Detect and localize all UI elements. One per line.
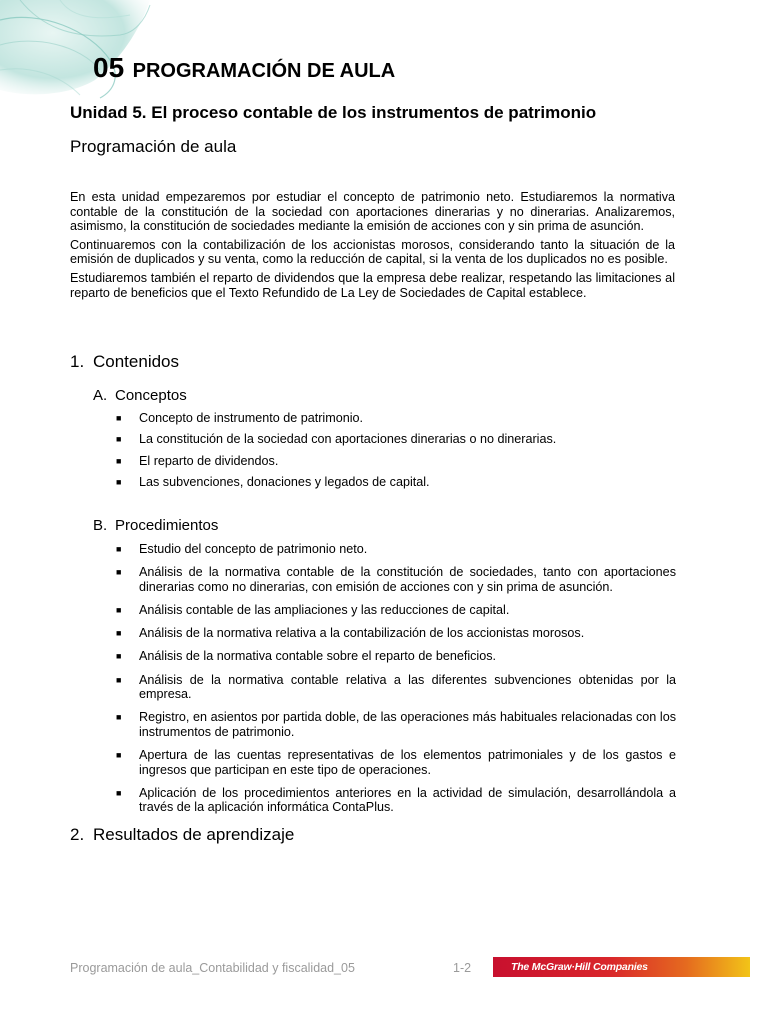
list-item: ■ Apertura de las cuentas representativas de los elementos patrimoniales y de los gastos e ingresos que participan en este tipo de operaciones. [116,748,676,777]
section-title: Resultados de aprendizaje [93,825,295,844]
list-item: ■ Análisis de la normativa contable sobre el reparto de beneficios. [116,649,497,664]
page-number: 1-2 [453,961,472,975]
bullet-icon: ■ [116,628,122,639]
bullet-icon: ■ [116,544,122,554]
list-item: ■ Las subvenciones, donaciones y legados de capital. [116,475,430,490]
list-item: ■ El reparto de dividendos. [116,453,279,468]
chapter-header [93,52,395,84]
list-item: ■ Concepto de instrumento de patrimonio. [116,411,364,425]
intro-paragraph: Estudiaremos también el reparto de dividendos que la empresa debe realizar, respetando las limitaciones al reparto de beneficios que el Texto Refundido de La Ley de Sociedades de Capital establece. [70,270,675,300]
section-title: Contenidos [93,352,180,371]
list-item: ■ Análisis contable de las ampliaciones y las reducciones de capital. [116,602,510,617]
page-subtitle: Programación de aula [70,137,237,156]
list-item: ■ Registro, en asientos por partida doble, de las operaciones más habituales relacionadas con los instrumentos de patrimonio. [116,710,676,739]
section-number: 1. [70,352,85,371]
list-item: ■ Análisis de la normativa contable de la constitución de sociedades, tanto con aportaciones dinerarias como no dinerarias, con emisión de acciones con y sin prima de asunción. [116,565,676,594]
list-item: ■ Análisis de la normativa relativa a la contabilización de los accionistas morosos. [116,626,585,641]
bullet-icon: ■ [116,651,122,662]
bullet-icon: ■ [116,712,122,723]
concepts-list [115,411,676,497]
bullet-icon: ■ [116,434,122,445]
intro-paragraph: Continuaremos con la contabilización de los accionistas morosos, considerando tanto la situación de la emisión de duplicados y su venta, como la reducción de capital, si la venta de los duplicados no es posible. [70,237,675,267]
page-footer [0,955,768,985]
decorative-swirl-graphic [0,0,160,100]
chapter-number: 05 [93,52,125,83]
bullet-icon: ■ [116,567,122,578]
publisher-logo-bar [493,957,750,977]
subsection-heading-conceptos [93,387,187,404]
list-item: ■ Estudio del concepto de patrimonio neto. [116,542,368,556]
list-item: ■ Aplicación de los procedimientos anteriores en la actividad de simulación, desarrollándola a través de la aplicación informática ContaPlus. [116,785,676,815]
unit-title: Unidad 5. El proceso contable de los instrumentos de patrimonio [70,103,597,122]
bullet-icon: ■ [116,674,122,685]
bullet-icon: ■ [116,477,122,488]
bullet-icon: ■ [116,604,122,615]
publisher-logo-text: The McGraw·Hill Companies [511,961,648,973]
subsection-title: Conceptos [115,387,187,404]
procedures-list [115,542,676,824]
chapter-title: PROGRAMACIÓN DE AULA [132,60,396,82]
footer-document-name: Programación de aula_Contabilidad y fiscalidad_05 [70,961,355,975]
bullet-icon: ■ [116,455,122,466]
list-item: ■ La constitución de la sociedad con aportaciones dinerarias o no dinerarias. [116,432,557,447]
section-number: 2. [70,825,85,844]
list-item: ■ Análisis de la normativa contable relativa a las diferentes subvenciones obtenidas por la empresa. [116,672,676,702]
bullet-icon: ■ [116,750,122,761]
section-heading-contenidos [70,352,179,372]
subsection-title: Procedimientos [115,517,219,534]
intro-text [70,190,675,304]
section-heading-resultados [70,825,294,845]
subsection-heading-procedimientos [93,517,218,534]
intro-paragraph: En esta unidad empezaremos por estudiar el concepto de patrimonio neto. Estudiaremos la normativa contable de la constitución de la sociedad con aportaciones dinerarias y no dinerarias. Analizaremos, asimismo, la constitución de sociedades mediante la emisión de acciones con y sin prima de asunción. [70,190,675,234]
bullet-icon: ■ [116,413,122,423]
subsection-letter: B. [93,517,108,534]
bullet-icon: ■ [116,787,122,798]
subsection-letter: A. [93,387,108,404]
